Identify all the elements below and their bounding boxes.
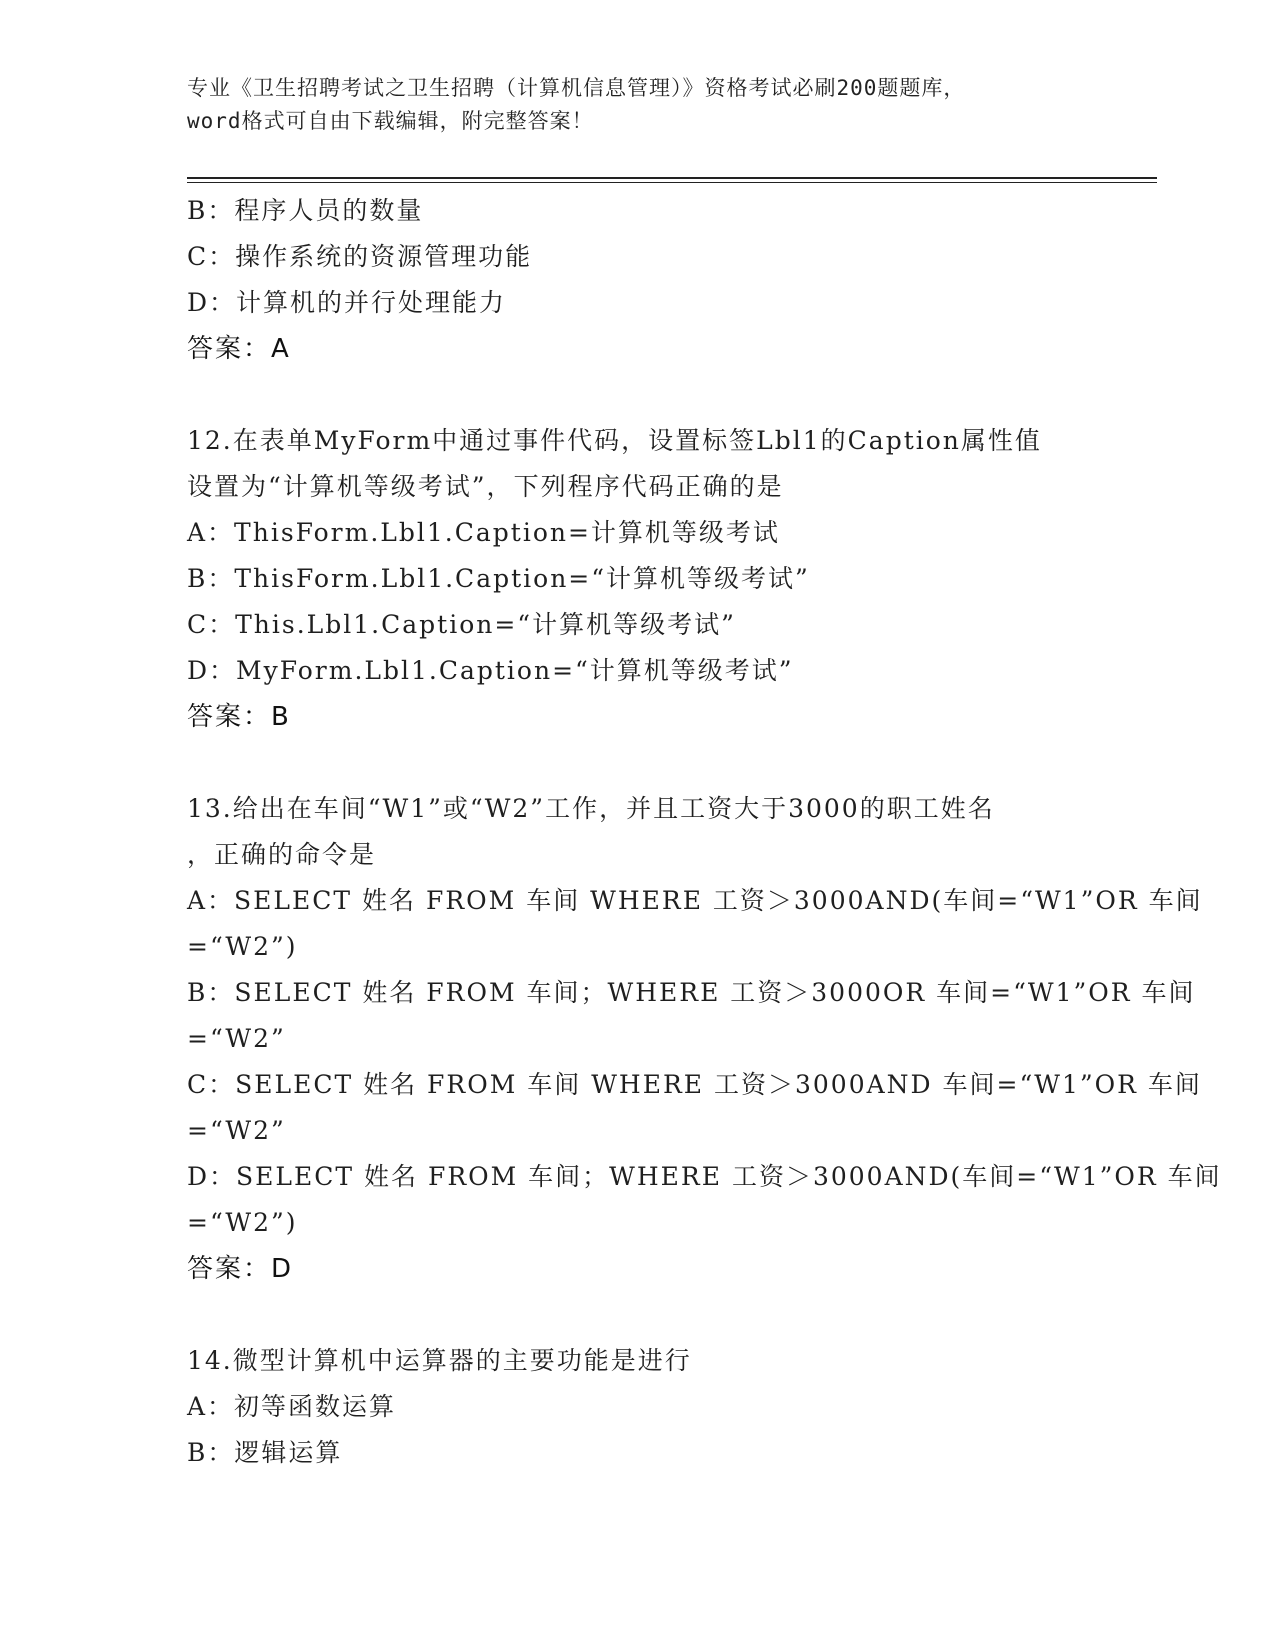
question-12-stem-line-2: 设置为“计算机等级考试”，下列程序代码正确的是: [187, 472, 784, 501]
page-header: [187, 72, 1087, 138]
question-11-tail: [187, 188, 1097, 372]
question-12-option-b: B：ThisForm.Lbl1.Caption=“计算机等级考试”: [187, 564, 810, 593]
header-title-line-1: 专业《卫生招聘考试之卫生招聘（计算机信息管理）》资格考试必刷200题题库，: [187, 76, 966, 100]
question-13-option-d-line-1: D：SELECT 姓名 FROM 车间；WHERE 工资＞3000AND(车间=“W1”OR 车间: [187, 1162, 1222, 1191]
question-13-option-b-line-2: =“W2”: [187, 1024, 286, 1053]
question-content: [187, 188, 1222, 1476]
question-11-answer: 答案：A: [187, 334, 291, 364]
question-12-option-d: D：MyForm.Lbl1.Caption=“计算机等级考试”: [187, 656, 794, 685]
question-spacer: [187, 372, 1097, 418]
question-14: [187, 1338, 1097, 1476]
header-divider: [187, 177, 1157, 183]
question-13-option-c-line-2: =“W2”: [187, 1116, 286, 1145]
question-13-option-b-line-1: B：SELECT 姓名 FROM 车间；WHERE 工资＞3000OR 车间=“W1”OR 车间: [187, 978, 1196, 1007]
question-13-stem-line-1: 13.给出在车间“W1”或“W2”工作，并且工资大于3000的职工姓名: [187, 794, 995, 823]
question-12-answer: 答案：B: [187, 702, 291, 732]
question-12-option-a: A：ThisForm.Lbl1.Caption=计算机等级考试: [187, 518, 780, 547]
header-title-line-2: word格式可自由下载编辑，附完整答案！: [187, 109, 594, 133]
question-14-option-a: A：初等函数运算: [187, 1392, 397, 1421]
question-11-option-c: C：操作系统的资源管理功能: [187, 242, 533, 271]
question-11-option-b: B：程序人员的数量: [187, 196, 424, 225]
question-14-stem: 14.微型计算机中运算器的主要功能是进行: [187, 1346, 692, 1375]
question-13-stem-line-2: ，正确的命令是: [187, 840, 377, 869]
question-12: [187, 418, 1097, 740]
question-14-option-b: B：逻辑运算: [187, 1438, 343, 1467]
question-13-option-a-line-1: A：SELECT 姓名 FROM 车间 WHERE 工资＞3000AND(车间=“W1”OR 车间: [187, 886, 1203, 915]
question-12-stem-line-1: 12.在表单MyForm中通过事件代码，设置标签Lbl1的Caption属性值: [187, 426, 1042, 455]
question-13: [187, 786, 1222, 1292]
question-11-option-d: D：计算机的并行处理能力: [187, 288, 507, 317]
question-13-option-c-line-1: C：SELECT 姓名 FROM 车间 WHERE 工资＞3000AND 车间=“W1”OR 车间: [187, 1070, 1202, 1099]
question-spacer: [187, 740, 1097, 786]
question-13-option-d-line-2: =“W2”): [187, 1208, 298, 1237]
question-12-option-c: C：This.Lbl1.Caption=“计算机等级考试”: [187, 610, 736, 639]
question-13-option-a-line-2: =“W2”): [187, 932, 298, 961]
question-13-answer: 答案：D: [187, 1254, 294, 1284]
question-spacer: [187, 1292, 1097, 1338]
